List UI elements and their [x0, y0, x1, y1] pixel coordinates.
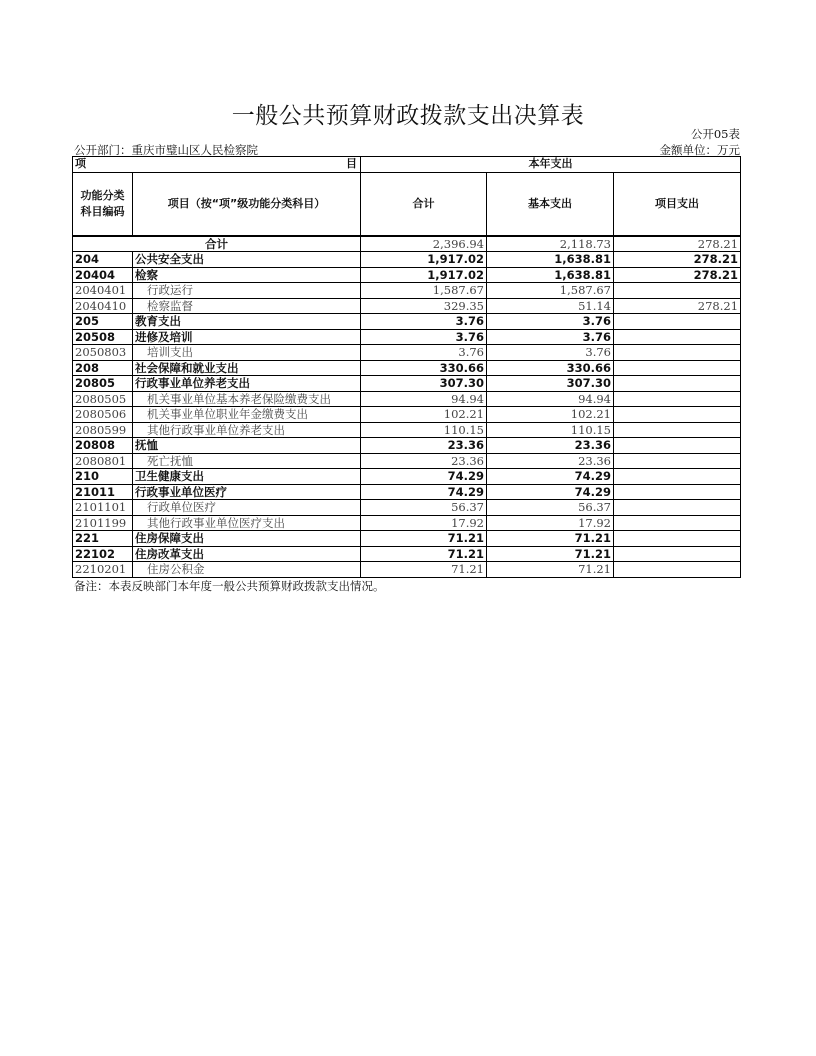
row-total: 1,917.02	[361, 252, 487, 268]
row-project	[614, 345, 741, 361]
basic-column-header: 基本支出	[487, 172, 614, 236]
row-basic: 71.21	[487, 562, 614, 578]
row-name: 住房改革支出	[133, 546, 361, 562]
row-basic: 307.30	[487, 376, 614, 392]
row-code: 2101199	[73, 515, 133, 531]
expenditure-table	[72, 156, 741, 578]
row-total: 74.29	[361, 469, 487, 485]
table-row	[73, 531, 741, 547]
row-project	[614, 562, 741, 578]
row-code: 2101101	[73, 500, 133, 516]
table-row	[73, 360, 741, 376]
row-total: 329.35	[361, 298, 487, 314]
item-header	[73, 157, 361, 173]
row-name: 检察监督	[133, 298, 361, 314]
department-label: 公开部门：重庆市璧山区人民检察院	[74, 143, 258, 157]
row-code: 2080599	[73, 422, 133, 438]
row-project	[614, 469, 741, 485]
row-total: 23.36	[361, 438, 487, 454]
row-total: 1,917.02	[361, 267, 487, 283]
row-project: 278.21	[614, 252, 741, 268]
row-basic: 71.21	[487, 546, 614, 562]
row-basic: 71.21	[487, 531, 614, 547]
row-basic: 56.37	[487, 500, 614, 516]
row-basic: 1,638.81	[487, 252, 614, 268]
row-name: 住房公积金	[133, 562, 361, 578]
row-name: 行政单位医疗	[133, 500, 361, 516]
row-code: 20508	[73, 329, 133, 345]
row-project	[614, 314, 741, 330]
row-name: 进修及培训	[133, 329, 361, 345]
row-basic: 3.76	[487, 314, 614, 330]
row-name: 其他行政事业单位养老支出	[133, 422, 361, 438]
row-total: 71.21	[361, 531, 487, 547]
row-total: 110.15	[361, 422, 487, 438]
row-total: 102.21	[361, 407, 487, 423]
row-name: 培训支出	[133, 345, 361, 361]
row-total: 330.66	[361, 360, 487, 376]
row-code: 210	[73, 469, 133, 485]
row-name: 机关事业单位基本养老保险缴费支出	[133, 391, 361, 407]
row-project	[614, 515, 741, 531]
row-basic: 3.76	[487, 345, 614, 361]
row-total: 307.30	[361, 376, 487, 392]
row-name: 其他行政事业单位医疗支出	[133, 515, 361, 531]
table-row	[73, 314, 741, 330]
row-code: 20404	[73, 267, 133, 283]
row-basic: 330.66	[487, 360, 614, 376]
row-name: 公共安全支出	[133, 252, 361, 268]
row-name: 卫生健康支出	[133, 469, 361, 485]
row-name: 住房保障支出	[133, 531, 361, 547]
table-row	[73, 298, 741, 314]
form-number: 公开05表	[690, 127, 740, 141]
row-code: 204	[73, 252, 133, 268]
table-row	[73, 562, 741, 578]
row-project	[614, 283, 741, 299]
row-basic: 110.15	[487, 422, 614, 438]
row-basic: 74.29	[487, 484, 614, 500]
row-code: 205	[73, 314, 133, 330]
table-row	[73, 469, 741, 485]
table-row	[73, 267, 741, 283]
total-row-total: 2,396.94	[361, 236, 487, 252]
row-name: 机关事业单位职业年金缴费支出	[133, 407, 361, 423]
row-name: 教育支出	[133, 314, 361, 330]
row-basic: 3.76	[487, 329, 614, 345]
row-total: 3.76	[361, 329, 487, 345]
row-project: 278.21	[614, 298, 741, 314]
row-total: 71.21	[361, 546, 487, 562]
row-basic: 74.29	[487, 469, 614, 485]
row-total: 94.94	[361, 391, 487, 407]
table-row	[73, 422, 741, 438]
row-project	[614, 391, 741, 407]
row-name: 抚恤	[133, 438, 361, 454]
row-code: 2050803	[73, 345, 133, 361]
total-row-label: 合计	[73, 236, 361, 252]
row-total: 17.92	[361, 515, 487, 531]
table-row	[73, 484, 741, 500]
row-code: 2210201	[73, 562, 133, 578]
current-year-header: 本年支出	[361, 157, 741, 173]
table-row	[73, 283, 741, 299]
row-code: 21011	[73, 484, 133, 500]
row-project	[614, 531, 741, 547]
row-total: 3.76	[361, 314, 487, 330]
table-row	[73, 376, 741, 392]
row-basic: 94.94	[487, 391, 614, 407]
table-row	[73, 546, 741, 562]
row-code: 2040410	[73, 298, 133, 314]
row-basic: 17.92	[487, 515, 614, 531]
row-total: 3.76	[361, 345, 487, 361]
row-project	[614, 360, 741, 376]
row-project	[614, 438, 741, 454]
item-header-left: 项	[75, 157, 86, 171]
table-row	[73, 407, 741, 423]
item-header-right: 目	[346, 157, 357, 170]
page-title: 一般公共预算财政拨款支出决算表	[231, 103, 585, 129]
row-code: 221	[73, 531, 133, 547]
row-basic: 102.21	[487, 407, 614, 423]
row-project	[614, 453, 741, 469]
row-name: 行政运行	[133, 283, 361, 299]
row-project	[614, 376, 741, 392]
table-row	[73, 438, 741, 454]
table-row	[73, 329, 741, 345]
row-code: 20805	[73, 376, 133, 392]
code-column-header: 功能分类科目编码	[73, 172, 133, 236]
row-code: 22102	[73, 546, 133, 562]
unit-label: 金额单位：万元	[659, 143, 740, 157]
total-row-basic: 2,118.73	[487, 236, 614, 252]
row-name: 行政事业单位医疗	[133, 484, 361, 500]
row-code: 208	[73, 360, 133, 376]
row-total: 1,587.67	[361, 283, 487, 299]
name-column-header: 项目（按“项”级功能分类科目）	[133, 172, 361, 236]
row-basic: 51.14	[487, 298, 614, 314]
row-project: 278.21	[614, 267, 741, 283]
row-total: 23.36	[361, 453, 487, 469]
total-row-project: 278.21	[614, 236, 741, 252]
table-row	[73, 515, 741, 531]
row-total: 56.37	[361, 500, 487, 516]
table-row	[73, 500, 741, 516]
row-basic: 23.36	[487, 453, 614, 469]
total-column-header: 合计	[361, 172, 487, 236]
row-project	[614, 422, 741, 438]
row-code: 2080506	[73, 407, 133, 423]
row-code: 20808	[73, 438, 133, 454]
project-column-header: 项目支出	[614, 172, 741, 236]
table-row	[73, 252, 741, 268]
table-row	[73, 453, 741, 469]
row-name: 检察	[133, 267, 361, 283]
row-name: 社会保障和就业支出	[133, 360, 361, 376]
row-basic: 1,587.67	[487, 283, 614, 299]
row-project	[614, 484, 741, 500]
row-name: 行政事业单位养老支出	[133, 376, 361, 392]
row-code: 2040401	[73, 283, 133, 299]
total-row	[73, 236, 741, 252]
table-row	[73, 345, 741, 361]
table-row	[73, 391, 741, 407]
row-name: 死亡抚恤	[133, 453, 361, 469]
row-basic: 1,638.81	[487, 267, 614, 283]
row-project	[614, 500, 741, 516]
row-project	[614, 329, 741, 345]
row-total: 74.29	[361, 484, 487, 500]
footnote: 备注：本表反映部门本年度一般公共预算财政拨款支出情况。	[74, 579, 385, 593]
row-total: 71.21	[361, 562, 487, 578]
row-basic: 23.36	[487, 438, 614, 454]
row-project	[614, 407, 741, 423]
row-code: 2080505	[73, 391, 133, 407]
row-code: 2080801	[73, 453, 133, 469]
row-project	[614, 546, 741, 562]
